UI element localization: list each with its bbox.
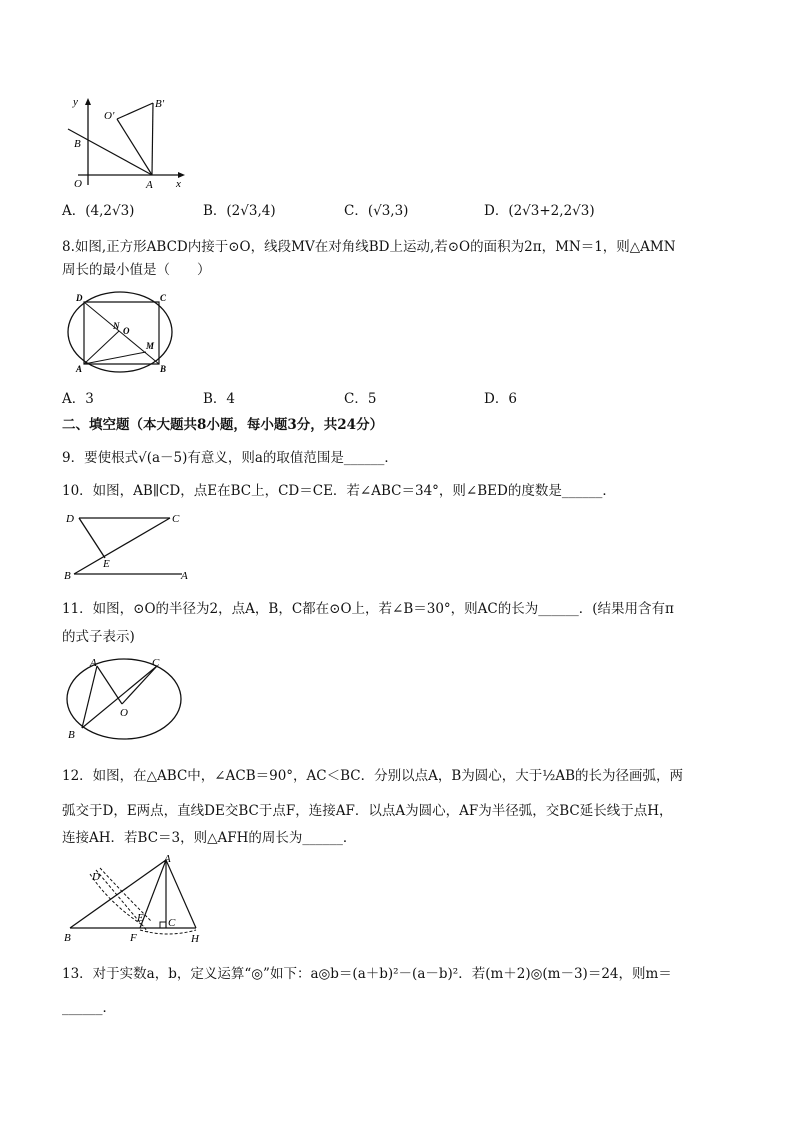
q12-stem-line3: 连接AH．若BC＝3，则△AFH的周长为______． <box>62 830 357 846</box>
q12-label-d: D <box>92 871 100 883</box>
q7-option-a: A．(4,2√3) <box>62 203 135 219</box>
q8-label-a: A <box>76 364 83 374</box>
q13-stem-line1: 13．对于实数a，b，定义运算“◎”如下：a◎b＝(a＋b)²－(a－b)²．若(m＋2)◎(m－3)＝24，则m＝ <box>62 966 672 982</box>
q12-label-h: H <box>191 933 199 945</box>
q12-label-b: B <box>64 932 71 944</box>
q10-stem: 10．如图，AB∥CD，点E在BC上，CD＝CE．若∠ABC＝34°，则∠BED的度数是______． <box>62 483 616 499</box>
q7-label-oprime: O' <box>104 110 115 122</box>
q9-stem: 9．要使根式√(a－5)有意义，则a的取值范围是______． <box>62 450 398 466</box>
q11-label-c: C <box>152 657 160 669</box>
q11-label-o: O <box>120 707 128 719</box>
q11-stem-line1: 11．如图，⊙O的半径为2，点A，B，C都在⊙O上，若∠B＝30°，则AC的长为______．(结果用含有π <box>62 601 674 617</box>
q11-label-b: B <box>68 729 75 741</box>
q8-option-b: B．4 <box>203 391 236 407</box>
q10-label-e: E <box>103 558 110 570</box>
q10-label-b: B <box>64 570 71 582</box>
q7-label-x: x <box>176 178 181 190</box>
q13-stem-line2: ______． <box>62 1000 116 1016</box>
q8-stem-line1: 8.如图,正方形ABCD内接于⊙O，线段MV在对角线BD上运动,若⊙O的面积为2π，MN＝1，则△AMN <box>62 239 676 255</box>
q7-label-y: y <box>73 96 78 108</box>
q12-figure <box>60 852 210 948</box>
q8-label-o: O <box>123 326 130 336</box>
q7-option-d: D．(2√3+2,2√3) <box>484 203 595 219</box>
q7-label-b: B <box>74 138 81 150</box>
q8-figure <box>62 290 180 376</box>
q10-label-d: D <box>66 513 74 525</box>
q8-label-n: N <box>113 321 120 331</box>
q10-label-a: A <box>181 570 188 582</box>
q7-label-o: O <box>74 178 82 190</box>
q7-option-b: B．(2√3,4) <box>203 203 276 219</box>
q12-label-e: E <box>137 912 144 924</box>
q7-figure <box>60 95 190 190</box>
q8-option-a: A．3 <box>62 391 94 407</box>
q11-label-a: A <box>90 657 97 669</box>
q12-label-c: C <box>168 917 176 929</box>
q11-stem-line2: 的式子表示) <box>62 629 135 645</box>
q8-option-d: D．6 <box>484 391 517 407</box>
q8-label-m: M <box>146 341 155 351</box>
q7-label-a: A <box>146 179 153 190</box>
q12-stem-line2: 弧交于D，E两点，直线DE交BC于点F，连接AF．以点A为圆心，AF为半径弧，交BC延长线于点H， <box>62 803 673 819</box>
q7-option-c: C．(√3,3) <box>344 203 409 219</box>
q8-label-b: B <box>160 364 167 374</box>
q11-figure <box>62 654 186 744</box>
q12-label-f: F <box>130 932 137 944</box>
section2-heading: 二、填空题（本大题共8小题，每小题3分，共24分） <box>62 417 384 433</box>
q12-stem-line1: 12．如图，在△ABC中，∠ACB＝90°，AC＜BC．分别以点A，B为圆心，大于½AB的长为径画弧，两 <box>62 768 684 784</box>
q10-label-c: C <box>172 513 180 525</box>
q12-label-a: A <box>164 853 171 865</box>
q7-label-bprime: B' <box>155 98 165 110</box>
q8-label-d: D <box>76 293 83 303</box>
q8-stem-line2: 周长的最小值是（ ） <box>62 262 211 278</box>
q10-figure <box>62 508 194 584</box>
q8-option-c: C．5 <box>344 391 377 407</box>
q8-label-c: C <box>160 293 167 303</box>
